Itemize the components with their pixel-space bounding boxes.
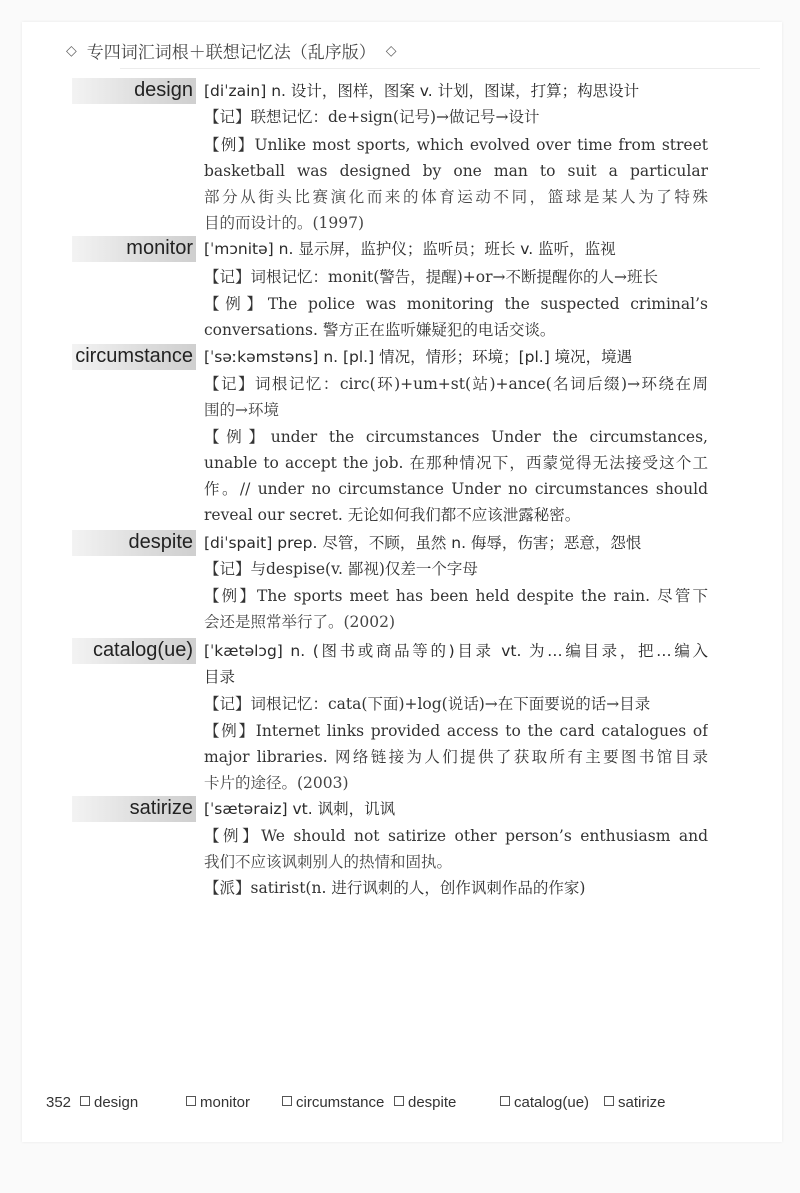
memory-tip-line: 【记】联想记忆：de+sign(记号)→做记号→设计 — [204, 108, 540, 126]
footer-index-item: monitor — [186, 1094, 250, 1111]
example-line: 作。// under no circumstance Under no circumstances should — [204, 480, 708, 498]
memory-tip-line: 【记】词根记忆：circ(环)+um+st(站)+ance(名词后缀)→环绕在周 — [204, 375, 708, 393]
example-line: conversations. 警方正在监听嫌疑犯的电话交谈。 — [204, 321, 556, 339]
headword: design — [134, 79, 193, 101]
headword: circumstance — [75, 345, 193, 367]
footer-index-item: satirize — [604, 1094, 666, 1111]
example-line: 目的而设计的。(1997) — [204, 214, 365, 232]
example-line: reveal our secret. 无论如何我们都不应该泄露秘密。 — [204, 506, 581, 524]
example-line: 卡片的途径。(2003) — [204, 774, 349, 792]
checkbox-icon — [500, 1096, 510, 1106]
checkbox-icon — [604, 1096, 614, 1106]
checkbox-icon — [394, 1096, 404, 1106]
example-line: 部分从街头比赛演化而来的体育运动不同，篮球是某人为了特殊 — [204, 188, 708, 206]
footer-index-item: despite — [394, 1094, 456, 1111]
example-line: basketball was designed by one man to suit a particular — [204, 162, 708, 180]
checkbox-icon — [186, 1096, 196, 1106]
memory-tip-line: 围的→环境 — [204, 401, 279, 419]
memory-tip-line: 【记】与despise(v. 鄙视)仅差一个字母 — [204, 560, 478, 578]
header-divider — [120, 68, 760, 69]
memory-tip-line: 【记】词根记忆：cata(下面)+log(说话)→在下面要说的话→目录 — [204, 695, 651, 713]
checkbox-icon — [282, 1096, 292, 1106]
diamond-icon: ◇ — [66, 42, 77, 59]
example-line: 【例】Unlike most sports, which evolved over time from street — [204, 136, 708, 154]
example-line: 【例】We should not satirize other person’s enthusiasm and — [204, 827, 708, 845]
example-line: 【例】under the circumstances Under the circumstances, — [204, 428, 708, 446]
definition-line: [ˈkætəlɔg] n. (图书或商品等的)目录 vt. 为…编目录，把…编入 — [204, 642, 708, 660]
example-line: 【例】The sports meet has been held despite the rain. 尽管下 — [204, 587, 708, 605]
example-line: unable to accept the job. 在那种情况下，西蒙觉得无法接受这个工 — [204, 454, 708, 472]
page-number: 352 — [46, 1094, 72, 1111]
definition-line: [diˈspait] prep. 尽管，不顾，虽然 n. 侮辱，伤害；恶意，怨恨 — [204, 534, 642, 552]
footer-index-item: catalog(ue) — [500, 1094, 589, 1111]
example-line: 【例】The police was monitoring the suspected criminal’s — [204, 295, 708, 313]
definition-line: [diˈzain] n. 设计，图样，图案 v. 计划，图谋，打算；构思设计 — [204, 82, 640, 100]
example-line: 我们不应该讽刺别人的热情和固执。 — [204, 853, 453, 871]
definition-line: [ˈsætəraiz] vt. 讽刺，讥讽 — [204, 800, 396, 818]
definition-line: [ˈsəːkəmstəns] n. [pl.] 情况，情形；环境；[pl.] 境况，境遇 — [204, 348, 633, 366]
example-line: major libraries. 网络链接为人们提供了获取所有主要图书馆目录 — [204, 748, 708, 766]
headword: catalog(ue) — [92, 639, 193, 661]
headword: satirize — [129, 797, 193, 819]
derivative-line: 【派】satirist(n. 进行讽刺的人，创作讽刺作品的作家) — [204, 879, 586, 897]
running-header-title: 专四词汇词根＋联想记忆法（乱序版） — [86, 43, 376, 63]
footer-index-item: design — [80, 1094, 138, 1111]
headword: monitor — [126, 237, 193, 259]
checkbox-icon — [80, 1096, 90, 1106]
running-header — [66, 38, 397, 63]
memory-tip-line: 【记】词根记忆：monit(警告，提醒)+or→不断提醒你的人→班长 — [204, 268, 658, 286]
headword: despite — [128, 531, 193, 553]
diamond-icon: ◇ — [385, 42, 397, 59]
definition-line: 目录 — [204, 668, 236, 686]
footer-index-item: circumstance — [282, 1094, 384, 1111]
example-line: 会还是照常举行了。(2002) — [204, 613, 396, 631]
definition-line: [ˈmɔnitə] n. 显示屏，监护仪；监听员；班长 v. 监听，监视 — [204, 240, 616, 258]
example-line: 【例】Internet links provided access to the card catalogues of — [204, 722, 708, 740]
